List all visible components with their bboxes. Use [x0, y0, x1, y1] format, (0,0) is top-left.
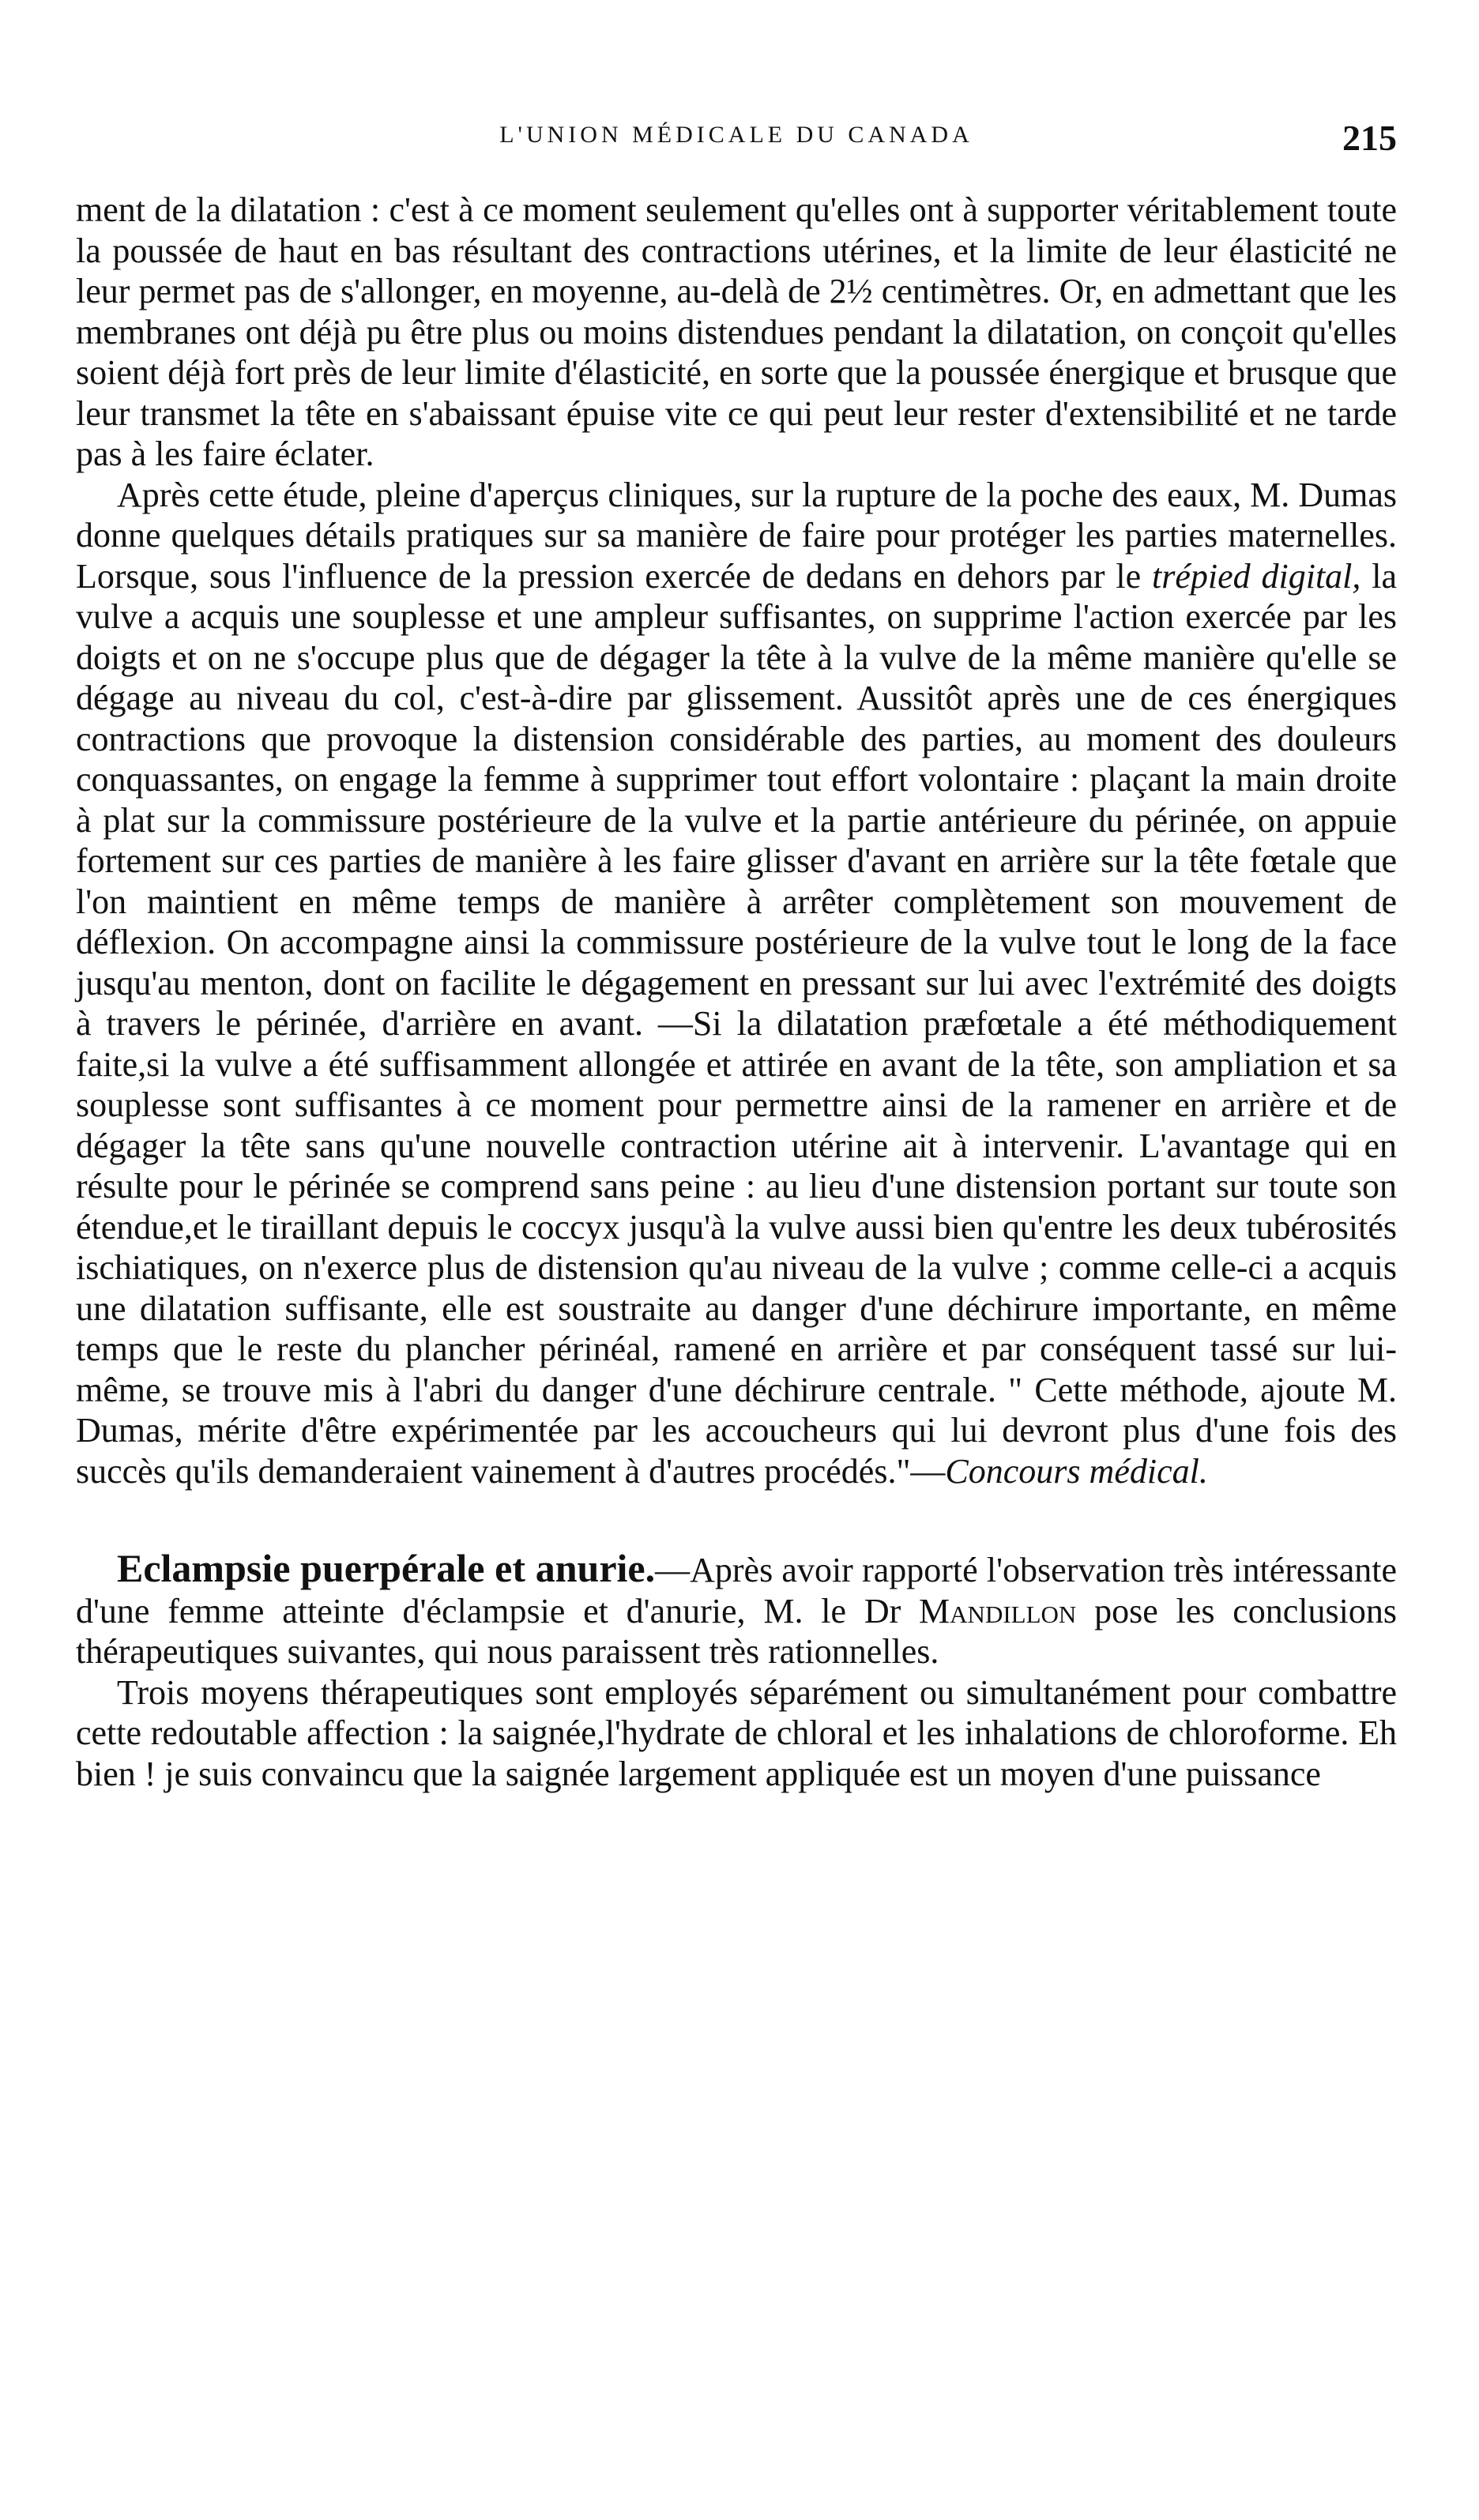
author-name: Mandillon	[919, 1591, 1077, 1630]
running-header	[76, 117, 1397, 164]
paragraph-text: —Après avoir rapporté l'observation très intéressante d'une femme atteinte d'éclampsie et d'anurie, M. le Dr	[76, 1551, 1397, 1630]
article-title: Eclampsie puerpérale et anurie.	[117, 1546, 656, 1590]
paragraph-continuation: ment de la dilatation : c'est à ce moment seulement qu'elles ont à supporter véritablement toute la poussée de haut en bas résultant des contractions utérines, et la limite de leur élasticité ne leur permet pas de s'allonger, en moyenne, au-delà de 2½ centimètres. Or, en admettant que les membranes ont déjà pu être plus ou moins distendues pendant la dilatation, on conçoit qu'elles soient déjà fort près de leur limite d'élasticité, en sorte que la poussée énergique et brusque que leur transmet la tête en s'abaissant épuise vite ce qui peut leur rester d'extensibilité et ne tarde pas à les faire éclater.	[76, 190, 1397, 473]
paragraph-text: Après cette étude, pleine d'aperçus cliniques, sur la rupture de la poche des eaux, M. Dumas donne quelques détails pratiques sur sa manière de faire pour protéger les parties maternelles. Lorsque, sous l'influence de la pression exercée de dedans en dehors par le	[76, 475, 1397, 596]
source-dash: —	[910, 1451, 946, 1491]
paragraph-text: pose les conclusions thérapeutiques suivantes, qui nous paraissent très rationnelles.	[76, 1591, 1397, 1671]
paragraph-therapeutics: Trois moyens thérapeutiques sont employés séparément ou simultanément pour combattre cette redoutable affection : la saignée,l'hydrate de chloral et les inhalations de chloroforme. Eh bien ! je suis convaincu que la saignée largement appliquée est un moyen d'une puissance	[76, 1672, 1397, 1793]
paragraph-text: la vulve a acquis une souplesse et une ampleur suffisantes, on supprime l'action exercée par les doigts et on ne s'occupe plus que de dégager la tête à la vulve de la même manière qu'elle se dégage au niveau du col, c'est-à-dire par glissement. Aussitôt après une de ces énergiques contractions que provoque la distension considérable des parties, au moment des douleurs conquassantes, on engage la femme à supprimer tout effort volontaire : plaçant la main droite à plat sur la commissure postérieure de la vulve et la partie antérieure du périnée, on appuie fortement sur ces parties de manière à les faire glisser d'avant en arrière sur la tête fœtale que l'on maintient en même temps de manière à arrêter complètement son mouvement de déflexion. On accompagne ainsi la commissure postérieure de la vulve tout le long de la face jusqu'au menton, dont on facilite le dégagement en pressant sur lui avec l'extrémité des doigts à travers le périnée, d'arrière en avant. —Si la dilatation præfœtale a été méthodiquement faite,si la vulve a été suffisamment allongée et attirée en avant de la tête, son ampliation et sa souplesse sont suffisantes à ce moment pour permettre ainsi de la ramener en arrière et de dégager la tête sans qu'une nouvelle contraction utérine ait à intervenir. L'avantage qui en résulte pour le périnée se comprend sans peine : au lieu d'une distension portant sur toute son étendue,et le tiraillant depuis le coccyx jusqu'à la vulve aussi bien qu'entre les deux tubérosités ischiatiques, on n'exerce plus de distension qu'au niveau de la vulve ; comme celle-ci a acquis une dilatation suffisante, elle est soustraite au danger d'une déchirure importante, en même temps que le reste du plancher périnéal, ramené en arrière et par conséquent tassé sur lui-même, se trouve mis à l'abri du danger d'une déchirure centrale. " Cette méthode, ajoute M. Dumas, mérite d'être expérimentée par les accoucheurs qui lui devront plus d'une fois des succès qu'ils demanderaient vainement à d'autres procédés."	[76, 556, 1398, 1491]
source-citation: Concours médical.	[945, 1451, 1208, 1491]
page-number: 215	[1342, 118, 1397, 158]
body-text	[76, 190, 1397, 1794]
italic-term: trépied digital,	[1152, 556, 1361, 596]
paragraph-eclampsie-intro	[76, 1548, 1397, 1672]
journal-title: L'UNION MÉDICALE DU CANADA	[499, 122, 973, 148]
paragraph-dumas-method	[76, 475, 1397, 1492]
section-spacer	[76, 1491, 1397, 1548]
